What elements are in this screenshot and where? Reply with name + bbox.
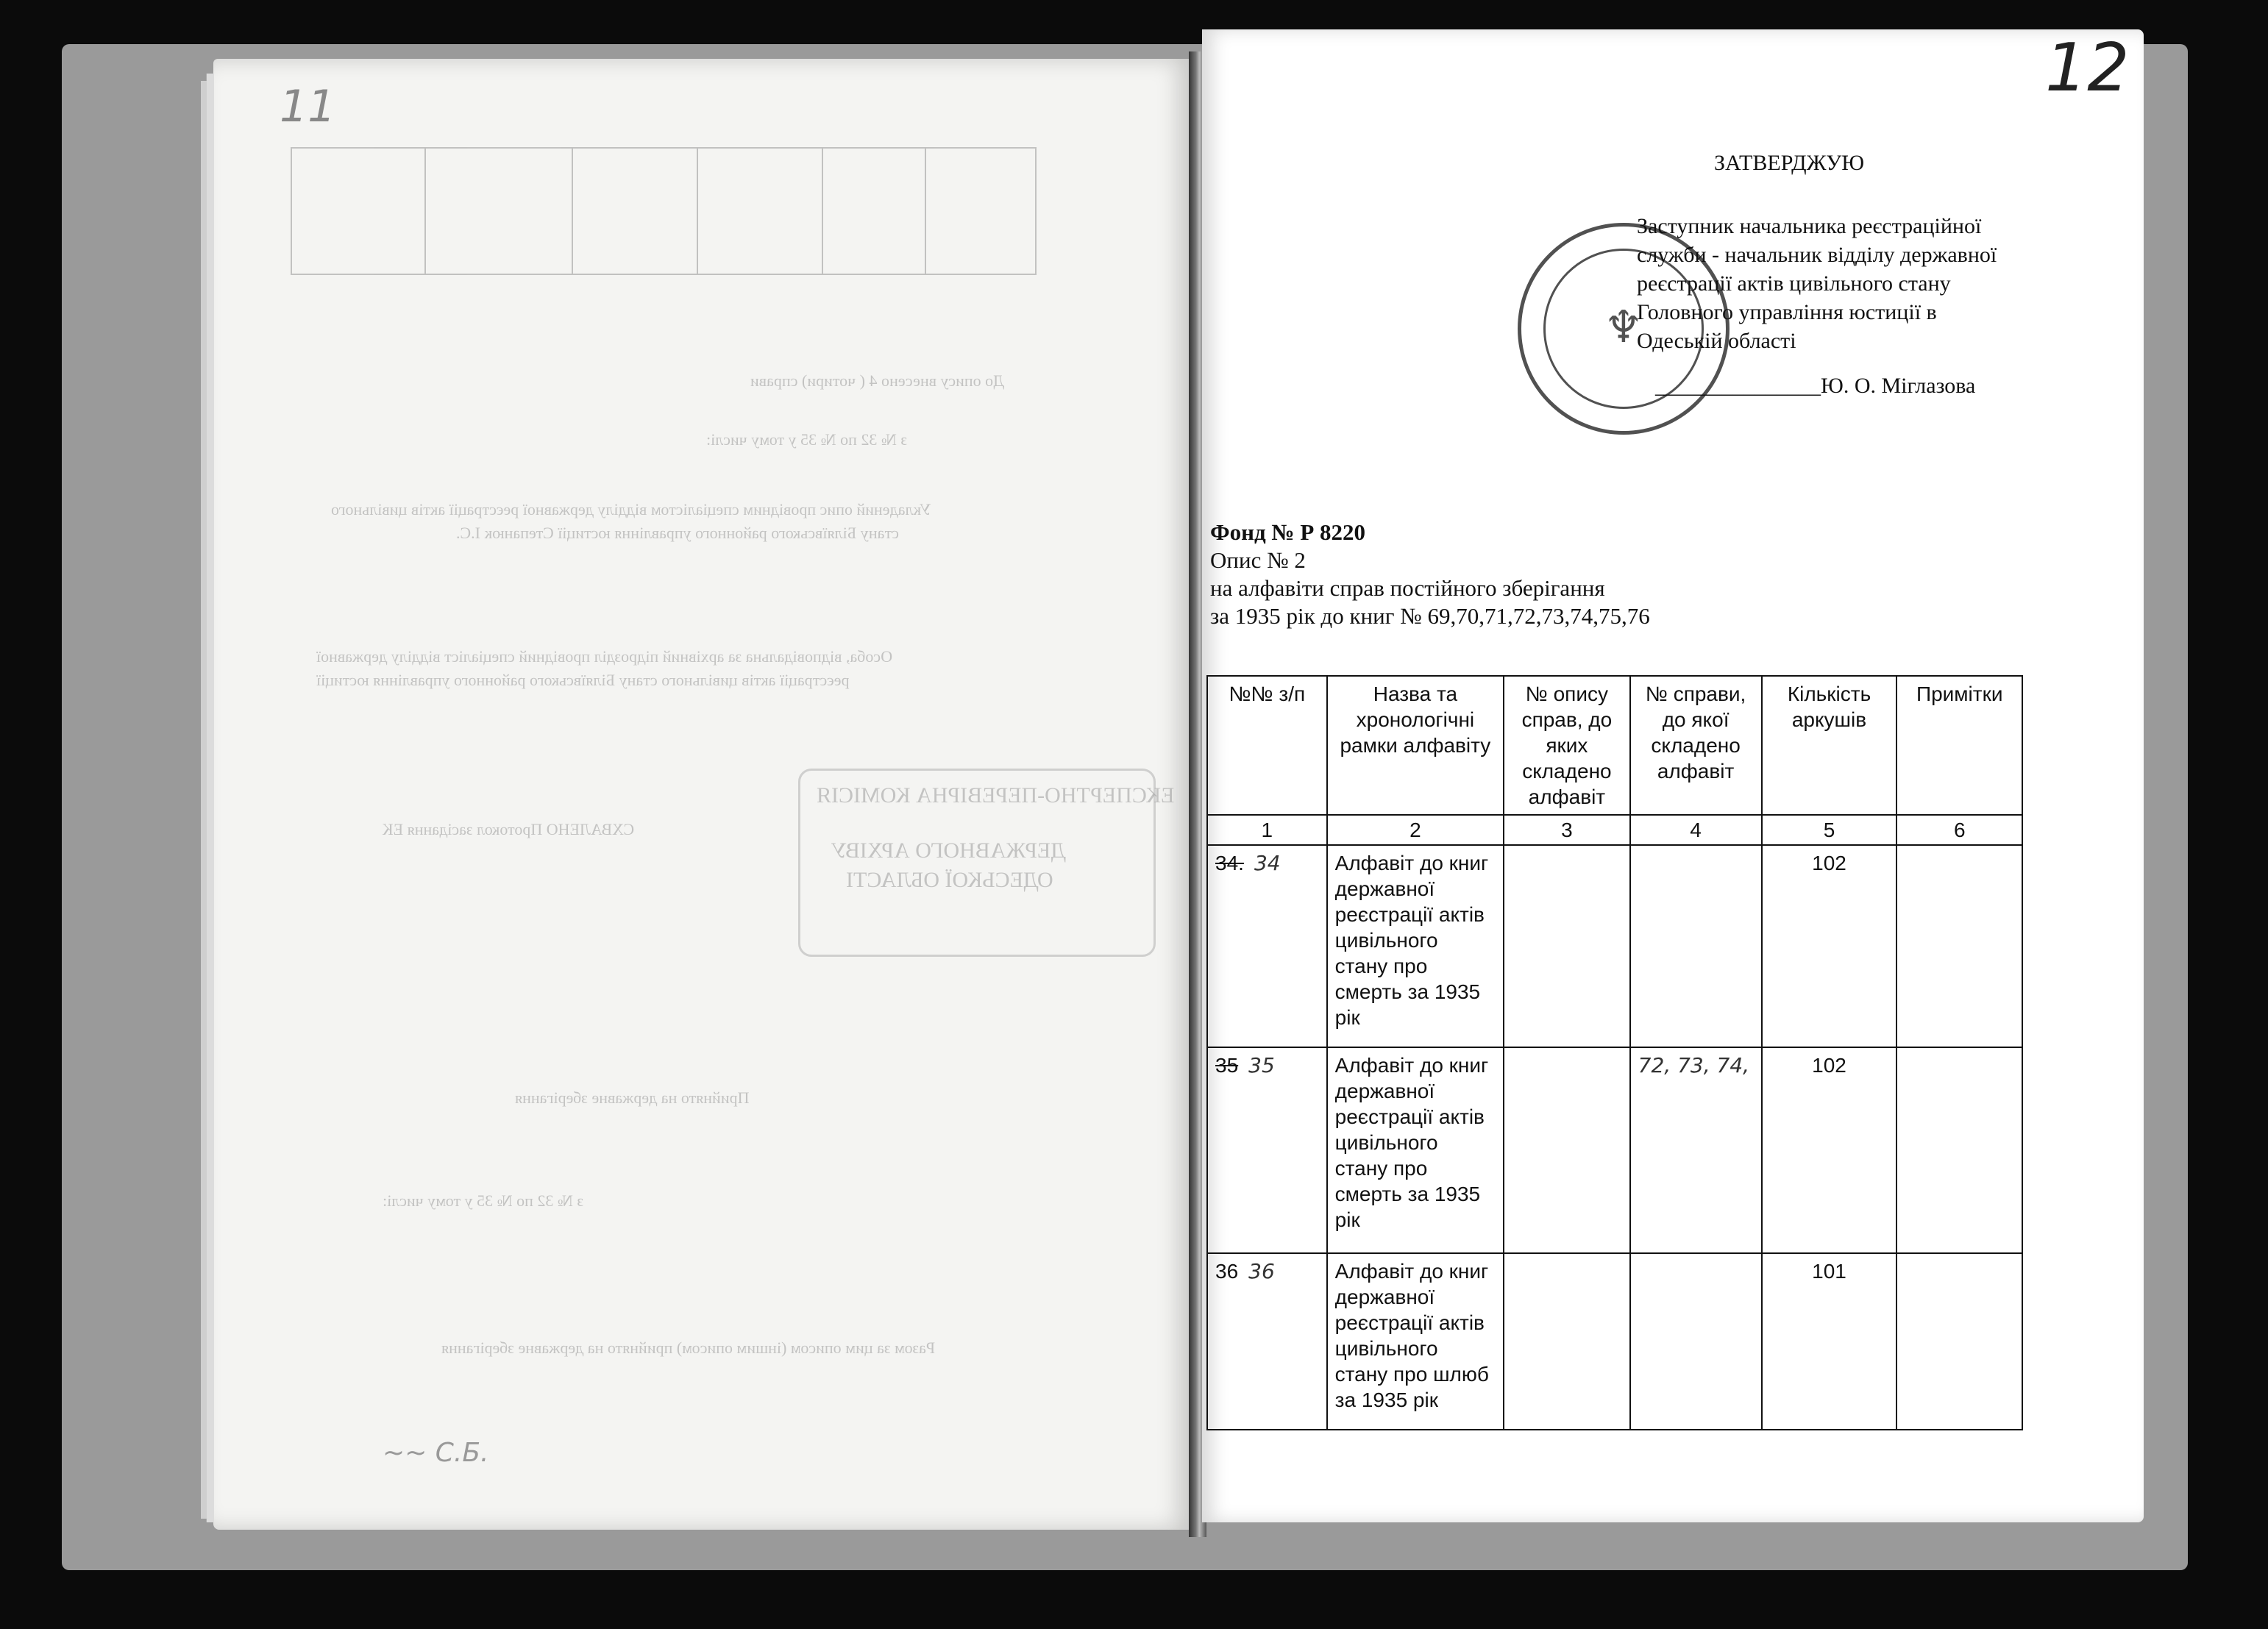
approval-line: Заступник начальника реєстраційної [1637,214,1982,238]
column-header: № опису справ, до яких складено алфавіт [1504,676,1630,815]
row-number-typed: 36 [1215,1260,1239,1283]
bleed-through-text: реєстрації актів цивільного стану Біляївського районного управління юстиції [316,671,850,689]
bleed-through-table [291,147,1037,275]
column-number: 3 [1504,815,1630,845]
bleed-through-text: Особа, відповідальна за архівний підрозділ провідний спеціаліст відділу державної [316,647,893,666]
opys-number: Опис № 2 [1210,547,1306,573]
bleed-through-text: Разом за цим описом (іншим описом) прийнято на державне зберігання [441,1339,936,1357]
row-sprava [1630,1047,1762,1253]
bleed-through-text: з № 32 по № 35 у тому числі: [383,1191,584,1210]
table-row [1207,1047,2022,1253]
row-note [1896,1047,2022,1253]
row-opys [1504,1253,1630,1430]
bleed-through-text: СХВАЛЕНО Протокол засідання ЕК [383,820,635,838]
bleed-through-text: ДЕРЖАВНОГО АРХІВУ [831,838,1066,863]
column-header: №№ з/п [1207,676,1327,815]
row-sheets: 101 [1762,1253,1897,1430]
bleed-through-text: Укладений опис провідним спеціалістом відділу державної реєстрації актів цивільного [331,500,931,518]
page-edges-back [200,81,207,1519]
column-number: 5 [1762,815,1897,845]
column-number-row [1207,815,2022,845]
fond-year-books: за 1935 рік до книг № 69,70,71,72,73,74,75,76 [1210,603,1650,629]
bleed-through-text: ОДЕСЬКОЇ ОБЛАСТІ [846,868,1053,892]
column-header: Кількість аркушів [1762,676,1897,815]
bleed-through-text: Прийнято на державне зберігання [515,1088,750,1107]
row-title: Алфавіт до книг державної реєстрації актів цивільного стану про шлюб за 1935 рік [1327,1253,1504,1430]
row-number [1207,1253,1327,1430]
table-header-row [1207,676,2022,815]
row-number [1207,1047,1327,1253]
row-number-handwritten: 36 [1248,1259,1275,1283]
table-row [1207,1253,2022,1430]
column-header: Примітки [1896,676,2022,815]
approval-line: Головного управління юстиції в [1637,300,1937,324]
row-number-typed: 34. [1215,852,1244,874]
row-sheets: 102 [1762,1047,1897,1253]
row-note [1896,845,2022,1047]
page-edges [206,74,214,1522]
column-number: 1 [1207,815,1327,845]
approval-title: ЗАТВЕРДЖУЮ [1714,151,1865,175]
column-header: Назва та хронологічні рамки алфавіту [1327,676,1504,815]
row-sprava-handwritten: 72, 73, 74, [1638,1053,1750,1077]
row-opys [1504,1047,1630,1253]
bleed-through-text: До опису внесено 4 ( чотири) справи [750,371,1005,390]
column-number: 6 [1896,815,2022,845]
bleed-through-signature: ~~ С.Б. [383,1438,489,1468]
table-row [1207,845,2022,1047]
row-opys [1504,845,1630,1047]
approval-line: реєстрації актів цивільного стану [1637,271,1951,296]
fond-number: Фонд № Р 8220 [1210,519,1366,545]
row-number [1207,845,1327,1047]
row-title: Алфавіт до книг державної реєстрації актів цивільного стану про смерть за 1935 рік [1327,1047,1504,1253]
bleed-through-text: з № 32 по № 35 у тому числі: [706,430,908,449]
column-number: 4 [1630,815,1762,845]
row-sprava [1630,845,1762,1047]
column-header: № справи, до якої складено алфавіт [1630,676,1762,815]
handwritten-page-number: 12 [2045,29,2130,107]
inventory-table [1206,675,2023,1430]
approval-signature: _______________Ю. О. Міглазова [1655,374,1976,398]
row-sheets: 102 [1762,845,1897,1047]
trident-icon: ♆ [1604,303,1643,352]
row-note [1896,1253,2022,1430]
row-sprava [1630,1253,1762,1430]
fond-block [1210,518,1650,630]
left-page-number: 11 [280,81,336,132]
row-title: Алфавіт до книг державної реєстрації актів цивільного стану про смерть за 1935 рік [1327,845,1504,1047]
fond-description: на алфавіти справ постійного зберігання [1210,575,1605,601]
approval-line: служби - начальник відділу державної [1637,243,1997,267]
bleed-through-text: стану Біляївського районного управління юстиції Степанюк І.С. [456,524,899,542]
column-number: 2 [1327,815,1504,845]
bleed-through-text: ЕКСПЕРТНО-ПЕРЕВІРНА КОМІСІЯ [817,783,1175,808]
row-number-handwritten: 34 [1254,851,1281,875]
approval-line: Одеській області [1637,329,1796,353]
row-number-handwritten: 35 [1248,1053,1275,1077]
approval-position [1637,212,2093,355]
row-number-typed: 35 [1215,1054,1239,1077]
